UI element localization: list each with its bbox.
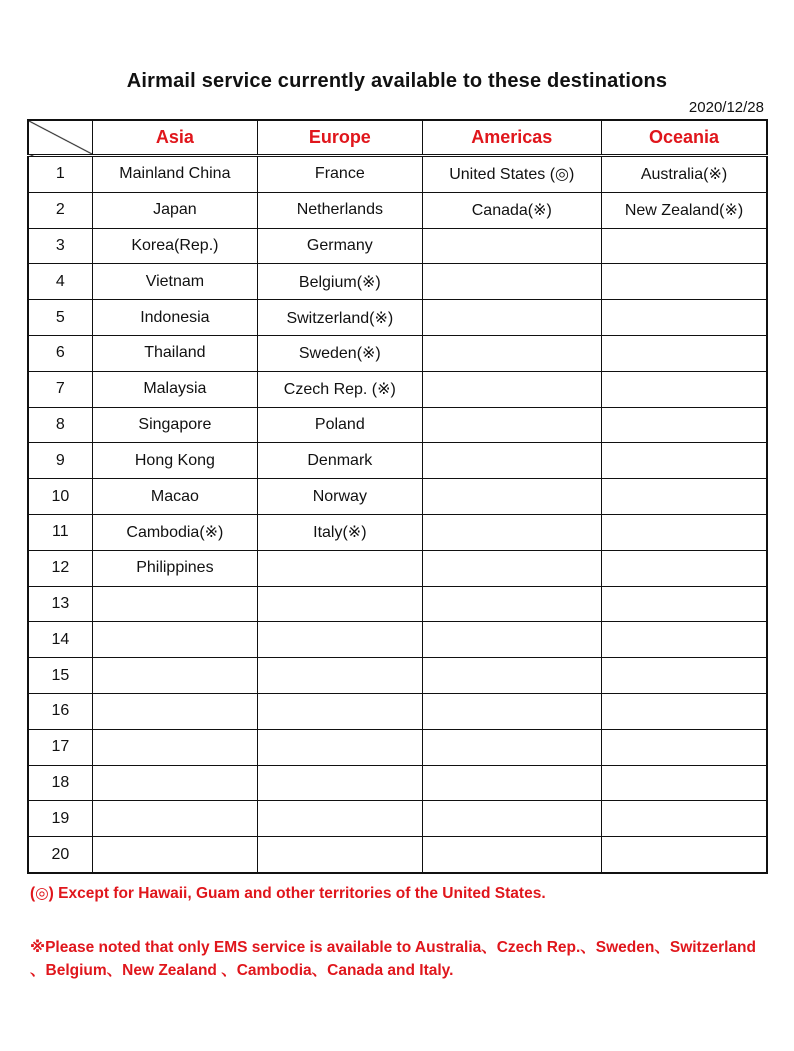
cell-europe: Italy(※) (258, 514, 422, 550)
cell-europe (258, 801, 422, 837)
cell-europe: France (258, 156, 422, 193)
row-number: 13 (28, 586, 92, 622)
cell-asia: Japan (92, 192, 257, 228)
table-row (28, 837, 767, 873)
date-label: 2020/12/28 (688, 99, 764, 116)
cell-oceania (602, 371, 767, 407)
cell-europe: Czech Rep. (※) (258, 371, 422, 407)
cell-asia: Singapore (92, 407, 257, 443)
cell-oceania (602, 837, 767, 873)
table-row (28, 407, 767, 443)
cell-americas (422, 443, 601, 479)
cell-europe: Switzerland(※) (258, 300, 422, 336)
cell-asia: Macao (92, 479, 257, 515)
cell-oceania (602, 300, 767, 336)
cell-oceania (602, 658, 767, 694)
corner-cell (28, 120, 92, 156)
cell-americas (422, 550, 601, 586)
cell-europe (258, 729, 422, 765)
cell-americas: Canada(※) (422, 192, 601, 228)
cell-asia (92, 837, 257, 873)
row-number: 20 (28, 837, 92, 873)
table-row (28, 550, 767, 586)
cell-oceania (602, 479, 767, 515)
cell-asia: Hong Kong (92, 443, 257, 479)
note-ems-only: ※Please noted that only EMS service is available to Australia、Czech Rep.、Sweden、Switzerland 、Belgium、New Zealand 、Cambodia、Canada and Italy. (30, 939, 756, 979)
cell-asia (92, 729, 257, 765)
row-number: 1 (28, 156, 92, 193)
row-number: 11 (28, 514, 92, 550)
row-number: 15 (28, 658, 92, 694)
header-americas: Americas (422, 120, 601, 156)
cell-asia: Mainland China (92, 156, 257, 193)
cell-asia (92, 801, 257, 837)
cell-oceania (602, 228, 767, 264)
table-row (28, 156, 767, 193)
cell-europe (258, 658, 422, 694)
note-us-territories: (◎) Except for Hawaii, Guam and other territories of the United States. (30, 885, 546, 902)
table-row (28, 586, 767, 622)
cell-europe: Denmark (258, 443, 422, 479)
cell-americas (422, 693, 601, 729)
row-number: 2 (28, 192, 92, 228)
cell-oceania: Australia(※) (602, 156, 767, 193)
cell-europe: Belgium(※) (258, 264, 422, 300)
cell-asia: Vietnam (92, 264, 257, 300)
table-row (28, 228, 767, 264)
row-number: 14 (28, 622, 92, 658)
cell-europe: Poland (258, 407, 422, 443)
table-row (28, 264, 767, 300)
table-row (28, 765, 767, 801)
table-row (28, 192, 767, 228)
cell-asia (92, 586, 257, 622)
cell-americas (422, 228, 601, 264)
cell-oceania (602, 550, 767, 586)
cell-americas (422, 264, 601, 300)
cell-europe: Sweden(※) (258, 335, 422, 371)
cell-americas (422, 765, 601, 801)
cell-oceania (602, 729, 767, 765)
cell-americas (422, 729, 601, 765)
cell-americas (422, 479, 601, 515)
row-number: 7 (28, 371, 92, 407)
cell-oceania (602, 622, 767, 658)
cell-americas (422, 801, 601, 837)
cell-americas (422, 335, 601, 371)
row-number: 3 (28, 228, 92, 264)
cell-americas (422, 586, 601, 622)
row-number: 10 (28, 479, 92, 515)
cell-oceania (602, 443, 767, 479)
header-asia: Asia (92, 120, 257, 156)
destinations-table (27, 119, 768, 874)
cell-asia: Cambodia(※) (92, 514, 257, 550)
cell-europe (258, 622, 422, 658)
cell-oceania (602, 801, 767, 837)
row-number: 17 (28, 729, 92, 765)
cell-europe: Norway (258, 479, 422, 515)
cell-asia: Malaysia (92, 371, 257, 407)
cell-oceania (602, 693, 767, 729)
cell-asia (92, 693, 257, 729)
cell-americas: United States (◎) (422, 156, 601, 193)
cell-asia: Philippines (92, 550, 257, 586)
cell-europe (258, 837, 422, 873)
row-number: 18 (28, 765, 92, 801)
page-title: Airmail service currently available to these destinations (126, 70, 668, 92)
cell-asia (92, 765, 257, 801)
cell-europe: Germany (258, 228, 422, 264)
cell-europe (258, 765, 422, 801)
table-row (28, 479, 767, 515)
row-number: 12 (28, 550, 92, 586)
cell-oceania (602, 335, 767, 371)
table-row (28, 371, 767, 407)
cell-oceania (602, 407, 767, 443)
table-row (28, 693, 767, 729)
cell-asia (92, 622, 257, 658)
cell-americas (422, 371, 601, 407)
table-row (28, 514, 767, 550)
row-number: 8 (28, 407, 92, 443)
row-number: 6 (28, 335, 92, 371)
cell-americas (422, 622, 601, 658)
cell-oceania (602, 264, 767, 300)
table-row (28, 300, 767, 336)
row-number: 4 (28, 264, 92, 300)
cell-americas (422, 837, 601, 873)
cell-americas (422, 300, 601, 336)
cell-asia: Thailand (92, 335, 257, 371)
cell-asia: Indonesia (92, 300, 257, 336)
table-row (28, 801, 767, 837)
header-row (28, 120, 767, 156)
cell-oceania (602, 765, 767, 801)
cell-asia (92, 658, 257, 694)
cell-europe (258, 550, 422, 586)
table-row (28, 729, 767, 765)
cell-europe (258, 586, 422, 622)
cell-americas (422, 407, 601, 443)
header-oceania: Oceania (602, 120, 767, 156)
row-number: 5 (28, 300, 92, 336)
table-row (28, 443, 767, 479)
table-row (28, 622, 767, 658)
table-row (28, 658, 767, 694)
row-number: 16 (28, 693, 92, 729)
row-number: 9 (28, 443, 92, 479)
cell-asia: Korea(Rep.) (92, 228, 257, 264)
cell-europe: Netherlands (258, 192, 422, 228)
table-row (28, 335, 767, 371)
cell-oceania (602, 586, 767, 622)
cell-oceania (602, 514, 767, 550)
row-number: 19 (28, 801, 92, 837)
cell-americas (422, 514, 601, 550)
cell-americas (422, 658, 601, 694)
cell-europe (258, 693, 422, 729)
header-europe: Europe (258, 120, 422, 156)
cell-oceania: New Zealand(※) (602, 192, 767, 228)
